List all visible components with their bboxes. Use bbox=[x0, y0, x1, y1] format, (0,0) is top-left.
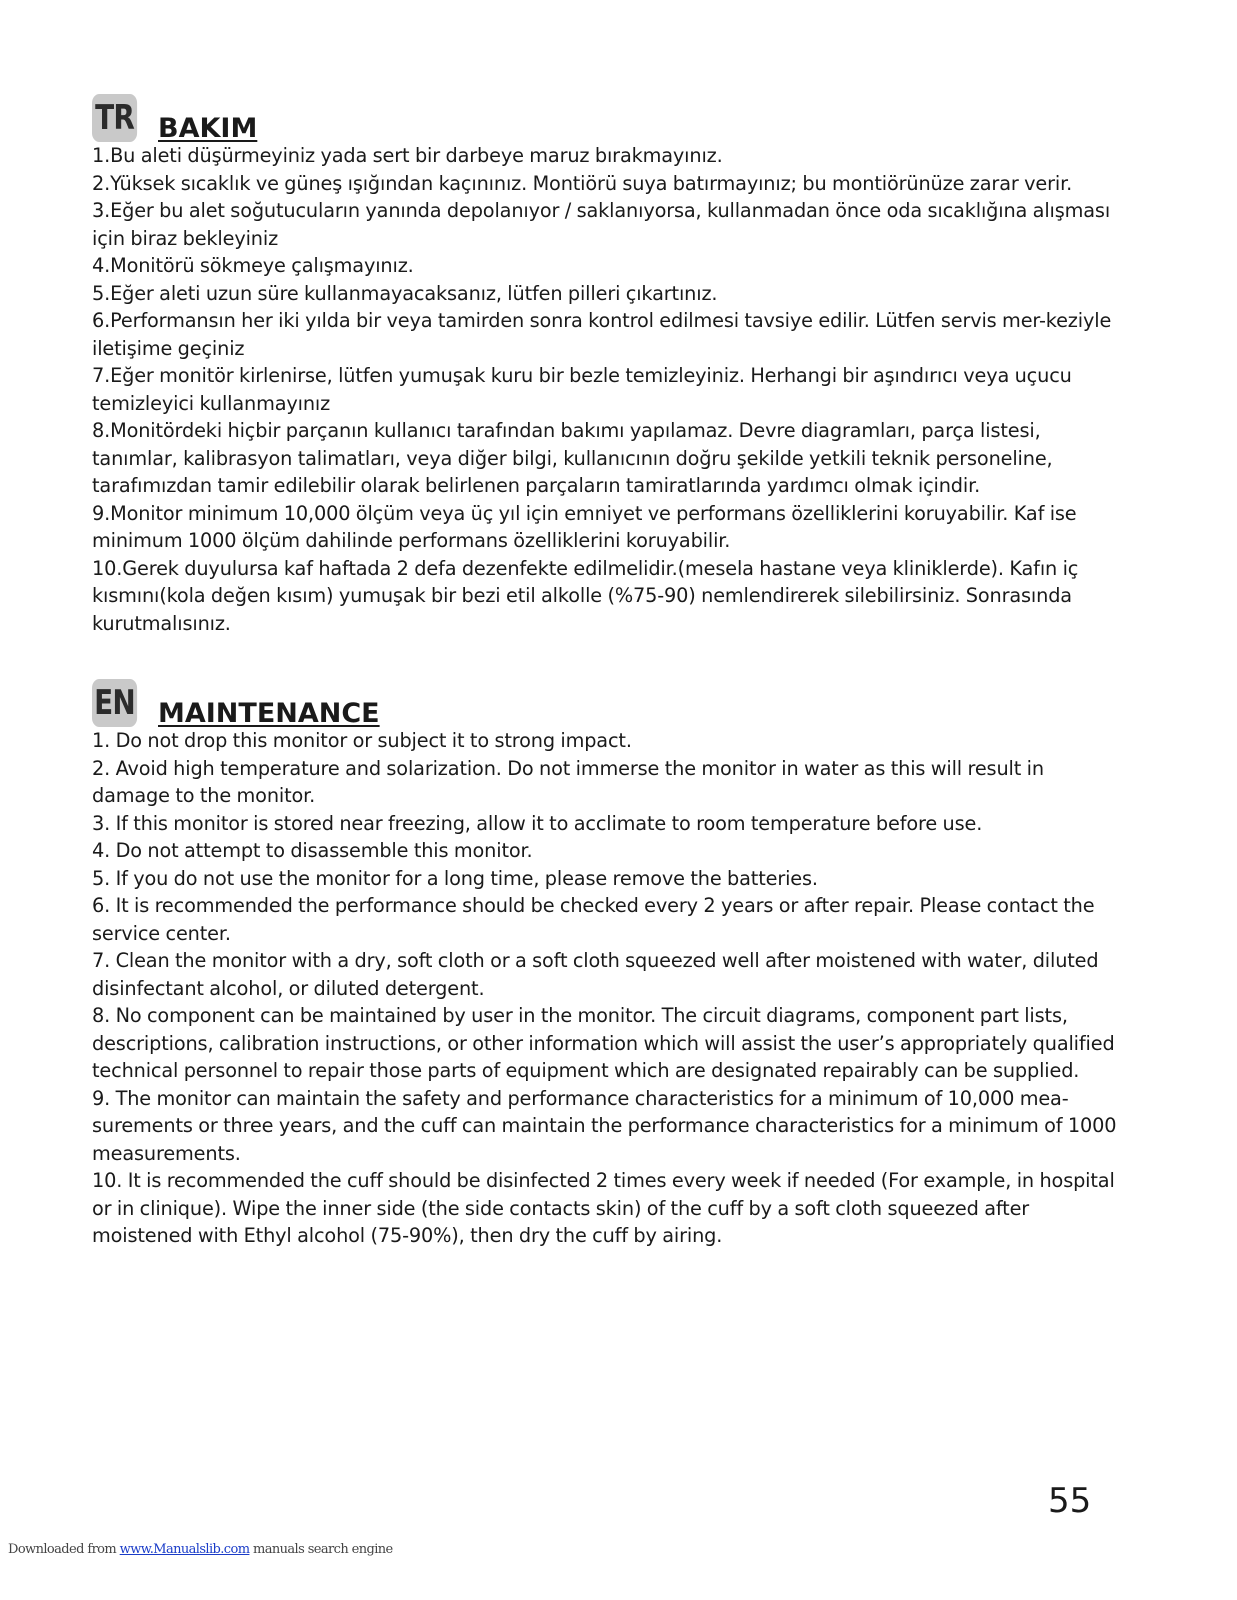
list-item: 3.Eğer bu alet soğutucuların yanında depolanıyor / saklanıyorsa, kullanmadan önce oda sıcaklığına alışması için biraz bekleyiniz bbox=[92, 199, 1111, 250]
list-item: 2.Yüksek sıcaklık ve güneş ışığından kaçınınız. Montiörü suya batırmayınız; bu montiörünüze zarar verir. bbox=[92, 171, 1073, 195]
footer-prefix: Downloaded from bbox=[8, 1542, 120, 1557]
section-en bbox=[92, 679, 1117, 1250]
language-badge-tr: TR bbox=[92, 94, 137, 142]
instruction-list bbox=[92, 142, 1117, 637]
list-item: 6.Performansın her iki yılda bir veya tamirden sonra kontrol edilmesi tavsiye edilir. Lütfen servis mer-keziyle iletişime geçiniz bbox=[92, 309, 1112, 360]
list-item: 6. It is recommended the performance should be checked every 2 years or after repair. Please contact the service center. bbox=[92, 894, 1095, 945]
list-item: 10. It is recommended the cuff should be disinfected 2 times every week if needed (For example, in hospital or in clinique). Wipe the inner side (the side contacts skin) of the cuff by a soft cloth squeezed after moistened with Ethyl alcohol (75-90%), then dry the cuff by airing. bbox=[92, 1169, 1115, 1247]
list-item: 10.Gerek duyulursa kaf haftada 2 defa dezenfekte edilmelidir.(mesela hastane veya kliniklerde). Kafın iç kısmını(kola değen kısım) yumuşak bir bezi etil alkolle (%75-90) nemlendirerek silebilirsiniz. Sonrasında kurutmalısınız. bbox=[92, 556, 1079, 635]
list-item: 5. If you do not use the monitor for a long time, please remove the batteries. bbox=[92, 866, 818, 890]
list-item: 8.Monitördeki hiçbir parçanın kullanıcı tarafından bakımı yapılamaz. Devre diagramları, parça listesi, tanımlar, kalibrasyon talimatları, veya diğer bilgi, kullanıcının doğru şekilde yetkili teknik personeline, tarafımızdan tamir edilebilir olarak belirlenen parçaların tamiratlarında yardımcı olmak içindir. bbox=[92, 419, 1053, 497]
list-item: 1.Bu aleti düşürmeyiniz yada sert bir darbeye maruz bırakmayınız. bbox=[92, 144, 723, 167]
section-heading bbox=[92, 94, 1117, 142]
list-item: 7.Eğer monitör kirlenirse, lütfen yumuşak kuru bir bezle temizleyiniz. Herhangi bir aşındırıcı veya uçucu temizleyici kullanmayınız bbox=[92, 364, 1072, 415]
page-number: 55 bbox=[1048, 1481, 1092, 1521]
section-tr bbox=[92, 94, 1117, 637]
instruction-list bbox=[92, 727, 1117, 1250]
language-badge-en: EN bbox=[92, 679, 137, 727]
section-title: MAINTENANCE bbox=[158, 698, 380, 729]
footer-suffix: manuals search engine bbox=[249, 1542, 393, 1557]
list-item: 7. Clean the monitor with a dry, soft cloth or a soft cloth squeezed well after moistened with water, diluted disinfectant alcohol, or diluted detergent. bbox=[92, 949, 1099, 1000]
list-item: 3. If this monitor is stored near freezing, allow it to acclimate to room temperature before use. bbox=[92, 811, 983, 835]
list-item: 4. Do not attempt to disassemble this monitor. bbox=[92, 839, 533, 862]
list-item: 1. Do not drop this monitor or subject it to strong impact. bbox=[92, 729, 632, 752]
list-item: 2. Avoid high temperature and solarization. Do not immerse the monitor in water as this will result in damage to the monitor. bbox=[92, 756, 1044, 807]
section-title: BAKIM bbox=[158, 113, 258, 144]
list-item: 5.Eğer aleti uzun süre kullanmayacaksanız, lütfen pilleri çıkartınız. bbox=[92, 281, 718, 305]
list-item: 9.Monitor minimum 10,000 ölçüm veya üç yıl için emniyet ve performans özelliklerini koruyabilir. Kaf ise minimum 1000 ölçüm dahilinde performans özelliklerini koruyabilir. bbox=[92, 501, 1077, 552]
list-item: 4.Monitörü sökmeye çalışmayınız. bbox=[92, 254, 414, 277]
list-item: 8. No component can be maintained by user in the monitor. The circuit diagrams, component part lists, descriptions, calibration instructions, or other information which will assist the user’s appropriately qualified technical personnel to repair those parts of equipment which are designated repairably can be supplied. bbox=[92, 1004, 1115, 1082]
manualslib-link[interactable]: www.Manualslib.com bbox=[119, 1542, 250, 1557]
list-item: 9. The monitor can maintain the safety and performance characteristics for a minimum of 10,000 mea-surements or three years, and the cuff can maintain the performance characteristics for a minimum of 1000 measurements. bbox=[92, 1086, 1117, 1165]
section-heading bbox=[92, 679, 1117, 727]
download-footer bbox=[8, 1542, 393, 1557]
